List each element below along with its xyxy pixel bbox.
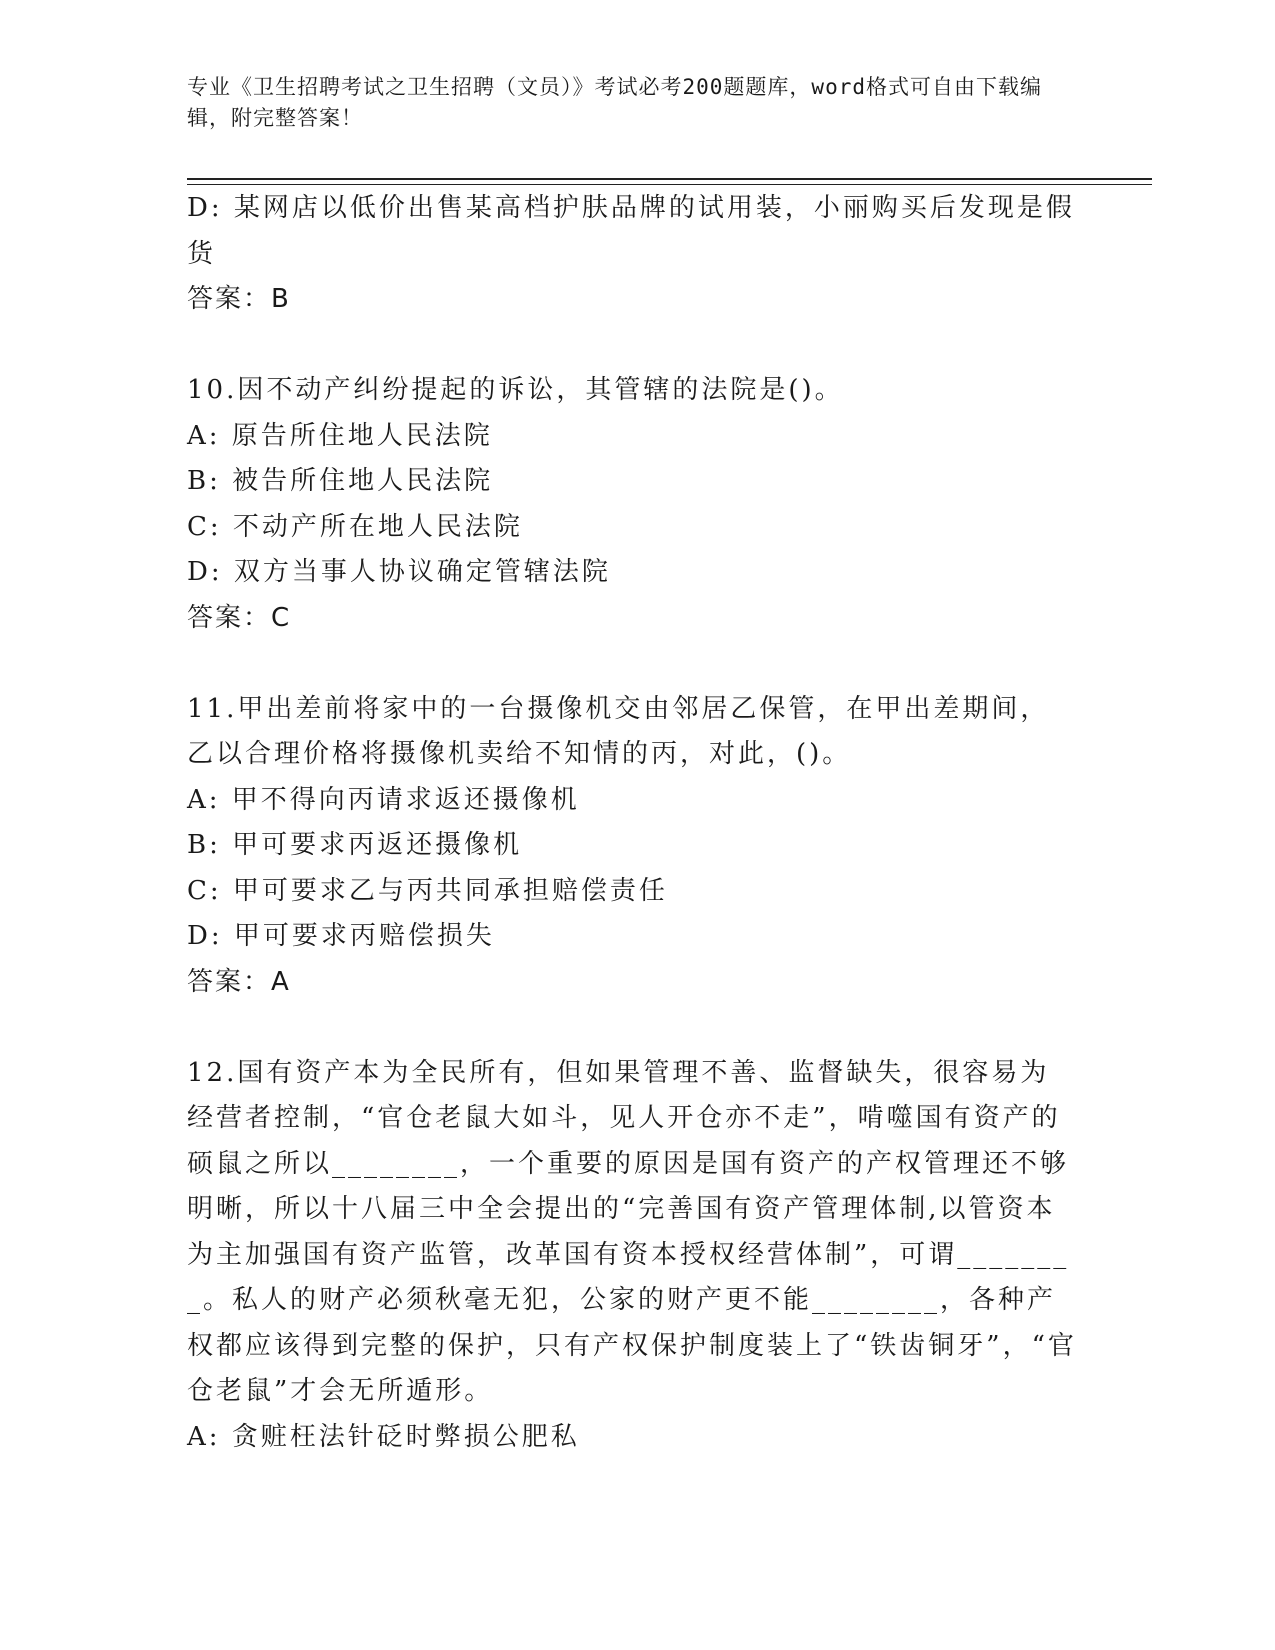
answer-line: 答案：B bbox=[187, 284, 291, 314]
document-header: 专业《卫生招聘考试之卫生招聘（文员）》考试必考200题题库，word格式可自由下载编辑，附完整答案！ bbox=[187, 75, 1042, 130]
spacer bbox=[187, 323, 1077, 369]
option-d: D: 双方当事人协议确定管辖法院 bbox=[187, 557, 611, 587]
question-stem: 10.因不动产纠纷提起的诉讼，其管辖的法院是()。 bbox=[187, 375, 844, 405]
option-a: A: 甲不得向丙请求返还摄像机 bbox=[187, 784, 580, 815]
option-a: A: 原告所住地人民法院 bbox=[187, 420, 493, 451]
option-d-continued: D: 某网店以低价出售某高档护肤品牌的试用装，小丽购买后发现是假货 bbox=[187, 193, 1075, 269]
option-c: C: 甲可要求乙与丙共同承担赔偿责任 bbox=[187, 875, 668, 906]
option-c: C: 不动产所在地人民法院 bbox=[187, 511, 523, 542]
option-a: A: 贪赃枉法针砭时弊损公肥私 bbox=[187, 1421, 580, 1452]
option-d: D: 甲可要求丙赔偿损失 bbox=[187, 921, 495, 951]
question-stem: 11.甲出差前将家中的一台摄像机交由邻居乙保管，在甲出差期间，乙以合理价格将摄像机卖给不知情的丙，对此，()。 bbox=[187, 693, 1050, 769]
header-divider-thick bbox=[187, 178, 1152, 180]
answer-line: 答案：A bbox=[187, 966, 291, 997]
spacer bbox=[187, 641, 1077, 687]
option-b: B: 被告所住地人民法院 bbox=[187, 466, 494, 496]
header-divider-thin bbox=[187, 184, 1152, 185]
document-body bbox=[187, 186, 1077, 1460]
answer-line: 答案：C bbox=[187, 602, 292, 633]
spacer bbox=[187, 1005, 1077, 1051]
option-b: B: 甲可要求丙返还摄像机 bbox=[187, 830, 523, 860]
question-stem: 12.国有资产本为全民所有，但如果管理不善、监督缺失，很容易为经营者控制，“官仓老鼠大如斗，见人开仓亦不走”，啃噬国有资产的硕鼠之所以________，一个重要的原因是国有资产的产权管理还不够明晰，所以十八届三中全会提出的“完善国有资产管理体制,以管资本为主加强国有资产监管，改革国有资本授权经营体制”，可谓________。私人的财产必须秋毫无犯，公家的财产更不能________，各种产权都应该得到完整的保护，只有产权保护制度装上了“铁齿铜牙”，“官仓老鼠”才会无所遁形。 bbox=[187, 1057, 1077, 1406]
